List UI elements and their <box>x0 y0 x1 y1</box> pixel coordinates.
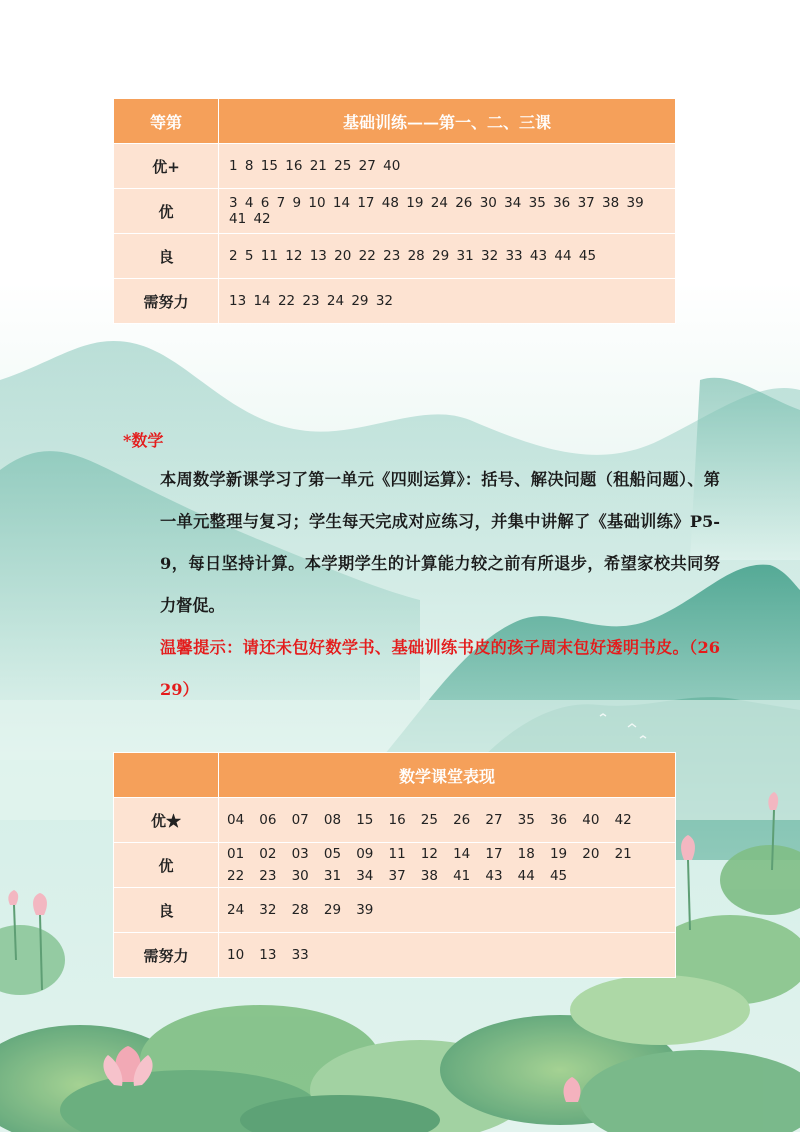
student-number: 39 <box>356 902 374 918</box>
student-numbers: 3 4 6 7 9 10 14 17 48 19 24 26 30 34 35 36 37 38 39 41 42 <box>219 189 676 234</box>
header-title: 数学课堂表现 <box>219 753 676 798</box>
student-number: 24 <box>227 902 245 918</box>
grade-level: 良 <box>114 888 219 933</box>
student-number: 30 <box>291 868 309 884</box>
grade-level: 需努力 <box>114 279 219 324</box>
student-number: 22 <box>227 868 245 884</box>
student-number: 32 <box>259 902 277 918</box>
student-number: 41 <box>453 868 471 884</box>
header-empty-cell <box>114 753 219 798</box>
student-numbers: 1 8 15 16 21 25 27 40 <box>219 144 676 189</box>
student-number: 10 <box>227 947 245 963</box>
grade-level: 需努力 <box>114 933 219 978</box>
table-header-row <box>114 99 676 144</box>
table-row <box>114 279 676 324</box>
table-row <box>114 888 676 933</box>
student-number: 26 <box>453 812 471 828</box>
student-number: 06 <box>259 812 277 828</box>
student-number: 02 <box>259 846 277 862</box>
student-number: 09 <box>356 846 374 862</box>
table-header-row <box>114 753 676 798</box>
student-number: 03 <box>291 846 309 862</box>
reminder-paragraph: 温馨提示：请还未包好数学书、基础训练书皮的孩子周末包好透明书皮。（26 29） <box>160 638 720 699</box>
student-numbers <box>219 798 676 843</box>
student-number: 13 <box>259 947 277 963</box>
student-number: 44 <box>517 868 535 884</box>
student-number: 29 <box>323 902 342 918</box>
student-number: 04 <box>227 812 245 828</box>
student-numbers: 2 5 11 12 13 20 22 23 28 29 31 32 33 43 44 45 <box>219 234 676 279</box>
student-number: 16 <box>388 812 406 828</box>
grade-level: 优+ <box>114 144 219 189</box>
student-number: 34 <box>356 868 374 884</box>
student-number: 28 <box>291 902 309 918</box>
header-grade-label: 等第 <box>114 99 219 144</box>
student-number: 42 <box>614 812 632 828</box>
student-number: 31 <box>323 868 342 884</box>
student-number: 33 <box>291 947 309 963</box>
student-number: 23 <box>259 868 277 884</box>
student-number: 05 <box>323 846 342 862</box>
table-row <box>114 189 676 234</box>
basic-training-grade-table <box>113 98 676 324</box>
student-number: 45 <box>549 868 568 884</box>
student-number: 18 <box>517 846 535 862</box>
header-title: 基础训练——第一、二、三课 <box>219 99 676 144</box>
student-numbers <box>219 888 676 933</box>
student-numbers <box>219 933 676 978</box>
student-number: 07 <box>291 812 309 828</box>
student-number: 14 <box>453 846 471 862</box>
student-number: 25 <box>420 812 438 828</box>
student-number: 36 <box>549 812 568 828</box>
student-number: 21 <box>614 846 632 862</box>
grade-level: 良 <box>114 234 219 279</box>
student-number: 01 <box>227 846 245 862</box>
math-summary-paragraph: 本周数学新课学习了第一单元《四则运算》：括号、解决问题（租船问题）、第一单元整理与复习；学生每天完成对应练习，并集中讲解了《基础训练》P5-9，每日坚持计算。本学期学生的计算能力较之前有所退步，希望家校共同努力督促。 <box>160 470 720 615</box>
grade-level: 优★ <box>114 798 219 843</box>
student-number: 38 <box>420 868 438 884</box>
table-row <box>114 798 676 843</box>
student-number: 27 <box>485 812 503 828</box>
student-number: 17 <box>485 846 503 862</box>
student-number: 20 <box>582 846 600 862</box>
table-row <box>114 843 676 888</box>
student-number: 35 <box>517 812 535 828</box>
grade-level: 优 <box>114 843 219 888</box>
student-numbers: 13 14 22 23 24 29 32 <box>219 279 676 324</box>
student-number: 11 <box>388 846 406 862</box>
class-performance-table <box>113 752 676 978</box>
student-number: 12 <box>420 846 438 862</box>
student-number: 43 <box>485 868 503 884</box>
grade-level: 优 <box>114 189 219 234</box>
math-section-title: *数学 <box>123 431 164 450</box>
table-row <box>114 144 676 189</box>
student-number: 37 <box>388 868 406 884</box>
student-numbers <box>219 843 676 888</box>
table-row <box>114 234 676 279</box>
student-number: 40 <box>582 812 600 828</box>
table-row <box>114 933 676 978</box>
student-number: 19 <box>549 846 568 862</box>
student-number: 15 <box>356 812 374 828</box>
student-number: 08 <box>323 812 342 828</box>
